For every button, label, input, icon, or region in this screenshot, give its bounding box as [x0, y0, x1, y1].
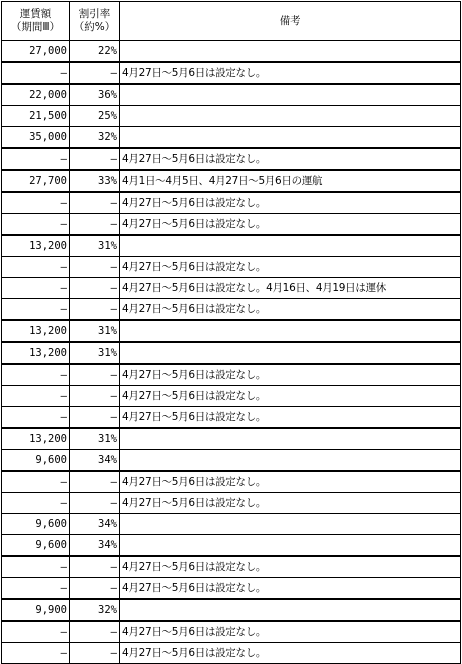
rate-cell: 31% [70, 320, 120, 342]
fare-cell: 9,900 [2, 599, 70, 621]
rate-column-header [70, 2, 120, 41]
rate-cell: – [70, 471, 120, 493]
fare-table [1, 1, 461, 664]
fare-cell: – [2, 299, 70, 321]
rate-cell: – [70, 257, 120, 278]
rate-cell: – [70, 364, 120, 386]
note-cell [120, 84, 461, 106]
table-row [2, 148, 461, 170]
note-cell: 4月27日～5月6日は設定なし。 [120, 493, 461, 514]
fare-cell: – [2, 192, 70, 214]
fare-cell: 27,000 [2, 41, 70, 63]
note-cell: 4月27日～5月6日は設定なし。 [120, 257, 461, 278]
fare-cell: 35,000 [2, 127, 70, 149]
note-cell: 4月27日～5月6日は設定なし。 [120, 148, 461, 170]
fare-cell: 13,200 [2, 428, 70, 450]
fare-cell: – [2, 364, 70, 386]
table-row [2, 84, 461, 106]
fare-cell: – [2, 148, 70, 170]
table-row [2, 556, 461, 578]
table-row [2, 599, 461, 621]
fare-cell: 9,600 [2, 535, 70, 557]
note-cell [120, 535, 461, 557]
rate-cell: – [70, 386, 120, 407]
fare-header-line1: 運賃額 [19, 8, 52, 20]
table-row [2, 320, 461, 342]
table-row [2, 493, 461, 514]
fare-cell: – [2, 257, 70, 278]
fare-cell: – [2, 578, 70, 600]
table-row [2, 364, 461, 386]
note-cell [120, 514, 461, 535]
note-cell [120, 235, 461, 257]
rate-cell: 34% [70, 450, 120, 472]
fare-cell: – [2, 386, 70, 407]
fare-column-header [2, 2, 70, 41]
note-cell: 4月27日～5月6日は設定なし。 [120, 214, 461, 236]
rate-cell: 22% [70, 41, 120, 63]
note-cell: 4月27日～5月6日は設定なし。 [120, 62, 461, 84]
fare-cell: 22,000 [2, 84, 70, 106]
rate-cell: 31% [70, 342, 120, 364]
table-row [2, 450, 461, 472]
rate-cell: 32% [70, 127, 120, 149]
rate-cell: – [70, 278, 120, 299]
note-column-header: 備考 [120, 2, 461, 41]
table-row [2, 62, 461, 84]
rate-cell: 25% [70, 106, 120, 127]
note-cell: 4月27日～5月6日は設定なし。 [120, 364, 461, 386]
fare-cell: – [2, 621, 70, 643]
table-row [2, 428, 461, 450]
table-row [2, 278, 461, 299]
note-cell: 4月1日～4月5日、4月27日～5月6日の運航 [120, 170, 461, 192]
rate-cell: 33% [70, 170, 120, 192]
table-row [2, 257, 461, 278]
fare-cell: – [2, 214, 70, 236]
rate-cell: – [70, 643, 120, 664]
fare-cell: – [2, 493, 70, 514]
table-row [2, 235, 461, 257]
fare-cell: – [2, 278, 70, 299]
note-cell: 4月27日～5月6日は設定なし。 [120, 556, 461, 578]
table-row [2, 192, 461, 214]
fare-cell: 9,600 [2, 450, 70, 472]
fare-cell: 13,200 [2, 320, 70, 342]
rate-cell: – [70, 192, 120, 214]
rate-header-line2: （約%） [73, 21, 116, 33]
rate-cell: 31% [70, 428, 120, 450]
note-cell: 4月27日～5月6日は設定なし。 [120, 192, 461, 214]
fare-cell: – [2, 471, 70, 493]
rate-cell: 32% [70, 599, 120, 621]
rate-cell: – [70, 621, 120, 643]
rate-cell: – [70, 493, 120, 514]
note-cell: 4月27日～5月6日は設定なし。 [120, 407, 461, 429]
note-cell: 4月27日～5月6日は設定なし。 [120, 621, 461, 643]
rate-cell: 34% [70, 514, 120, 535]
fare-header-line2: （期間Ⅲ） [10, 21, 61, 33]
fare-cell: 21,500 [2, 106, 70, 127]
table-row [2, 643, 461, 664]
rate-cell: – [70, 299, 120, 321]
note-cell [120, 41, 461, 63]
table-row [2, 299, 461, 321]
note-cell: 4月27日～5月6日は設定なし。 [120, 299, 461, 321]
table-row [2, 621, 461, 643]
rate-cell: – [70, 148, 120, 170]
fare-cell: – [2, 556, 70, 578]
note-cell [120, 127, 461, 149]
rate-cell: – [70, 62, 120, 84]
fare-cell: – [2, 643, 70, 664]
header-row [2, 2, 461, 41]
note-cell: 4月27日～5月6日は設定なし。 [120, 471, 461, 493]
table-row [2, 214, 461, 236]
note-cell [120, 599, 461, 621]
rate-cell: 31% [70, 235, 120, 257]
fare-cell: – [2, 407, 70, 429]
rate-cell: – [70, 407, 120, 429]
table-row [2, 407, 461, 429]
table-row [2, 578, 461, 600]
note-cell: 4月27日～5月6日は設定なし。4月16日、4月19日は運休 [120, 278, 461, 299]
table-row [2, 106, 461, 127]
note-cell: 4月27日～5月6日は設定なし。 [120, 386, 461, 407]
rate-cell: 34% [70, 535, 120, 557]
fare-cell: 27,700 [2, 170, 70, 192]
fare-cell: 13,200 [2, 235, 70, 257]
rate-cell: – [70, 578, 120, 600]
fare-cell: 13,200 [2, 342, 70, 364]
table-row [2, 386, 461, 407]
note-cell [120, 342, 461, 364]
table-row [2, 535, 461, 557]
note-cell [120, 320, 461, 342]
fare-cell: – [2, 62, 70, 84]
note-cell [120, 428, 461, 450]
rate-header-line1: 割引率 [78, 8, 111, 20]
table-row [2, 41, 461, 63]
table-row [2, 170, 461, 192]
note-cell: 4月27日～5月6日は設定なし。 [120, 643, 461, 664]
table-row [2, 471, 461, 493]
note-cell [120, 106, 461, 127]
table-row [2, 514, 461, 535]
rate-cell: – [70, 556, 120, 578]
table-row [2, 127, 461, 149]
fare-cell: 9,600 [2, 514, 70, 535]
note-cell: 4月27日～5月6日は設定なし。 [120, 578, 461, 600]
note-cell [120, 450, 461, 472]
table-row [2, 342, 461, 364]
rate-cell: – [70, 214, 120, 236]
rate-cell: 36% [70, 84, 120, 106]
